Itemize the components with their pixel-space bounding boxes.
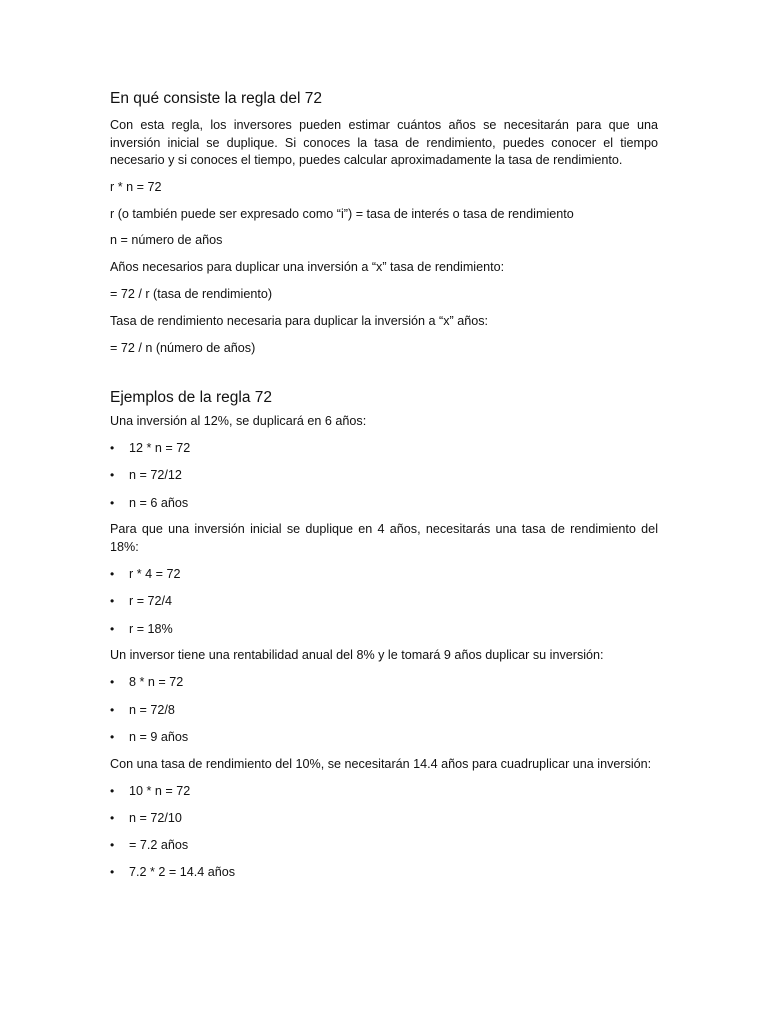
example-intro: Para que una inversión inicial se duplique en 4 años, necesitarás una tasa de rendimiento del 18%: [110, 522, 658, 554]
bullet-icon: • [110, 838, 115, 853]
list-item: • 8 * n = 72 [110, 674, 658, 692]
bullet-icon: • [110, 594, 115, 609]
bullet-icon: • [110, 702, 115, 717]
bullet-icon: • [110, 567, 115, 582]
document-page [110, 86, 658, 882]
example-bullet-list [110, 783, 658, 882]
bullet-icon: • [110, 675, 115, 690]
list-item: • 12 * n = 72 [110, 440, 658, 458]
section-heading-regla-72: En qué consiste la regla del 72 [110, 90, 322, 107]
bullet-icon: • [110, 621, 115, 636]
definition-line-n: n = número de años [110, 233, 223, 248]
bullet-icon: • [110, 495, 115, 510]
section-heading-ejemplos: Ejemplos de la regla 72 [110, 389, 272, 407]
rate-needed-line: Tasa de rendimiento necesaria para duplicar la inversión a “x” años: [110, 313, 489, 328]
bullet-icon: • [110, 811, 115, 826]
example-bullet-list [110, 566, 658, 638]
list-item: • 7.2 * 2 = 14.4 años [110, 864, 658, 882]
bullet-icon: • [110, 441, 115, 456]
years-needed-line: Años necesarios para duplicar una inversión a “x” tasa de rendimiento: [110, 260, 505, 275]
list-item: • 10 * n = 72 [110, 783, 658, 801]
bullet-icon: • [110, 865, 115, 880]
list-item: • n = 72/10 [110, 810, 658, 828]
rate-formula-line: = 72 / n (número de años) [110, 340, 256, 355]
list-item: • n = 72/8 [110, 702, 658, 720]
list-item: • = 7.2 años [110, 837, 658, 855]
list-item: • r * 4 = 72 [110, 566, 658, 584]
example-intro: Un inversor tiene una rentabilidad anual del 8% y le tomará 9 años duplicar su inversión: [110, 648, 604, 663]
example-bullet-list [110, 440, 658, 512]
bullet-icon: • [110, 729, 115, 744]
list-item: • n = 72/12 [110, 467, 658, 485]
example-bullet-list [110, 674, 658, 746]
example-intro: Una inversión al 12%, se duplicará en 6 años: [110, 414, 367, 429]
years-formula-line: = 72 / r (tasa de rendimiento) [110, 286, 273, 301]
list-item: • n = 9 años [110, 729, 658, 747]
example-intro: Con una tasa de rendimiento del 10%, se necesitarán 14.4 años para cuadruplicar una inversión: [110, 756, 652, 771]
bullet-icon: • [110, 783, 115, 798]
list-item: • r = 72/4 [110, 593, 658, 611]
bullet-icon: • [110, 468, 115, 483]
definition-line-r: r (o también puede ser expresado como “i”) = tasa de interés o tasa de rendimiento [110, 206, 574, 221]
intro-paragraph: Con esta regla, los inversores pueden estimar cuántos años se necesitarán para que una inversión inicial se duplique. Si conoces la tasa de rendimiento, puedes conocer el tiempo necesario y si conoces el tiempo, puedes calcular aproximadamente la tasa de rendimiento. [110, 118, 658, 167]
list-item: • r = 18% [110, 621, 658, 639]
list-item: • n = 6 años [110, 495, 658, 513]
formula-line: r * n = 72 [110, 179, 162, 194]
